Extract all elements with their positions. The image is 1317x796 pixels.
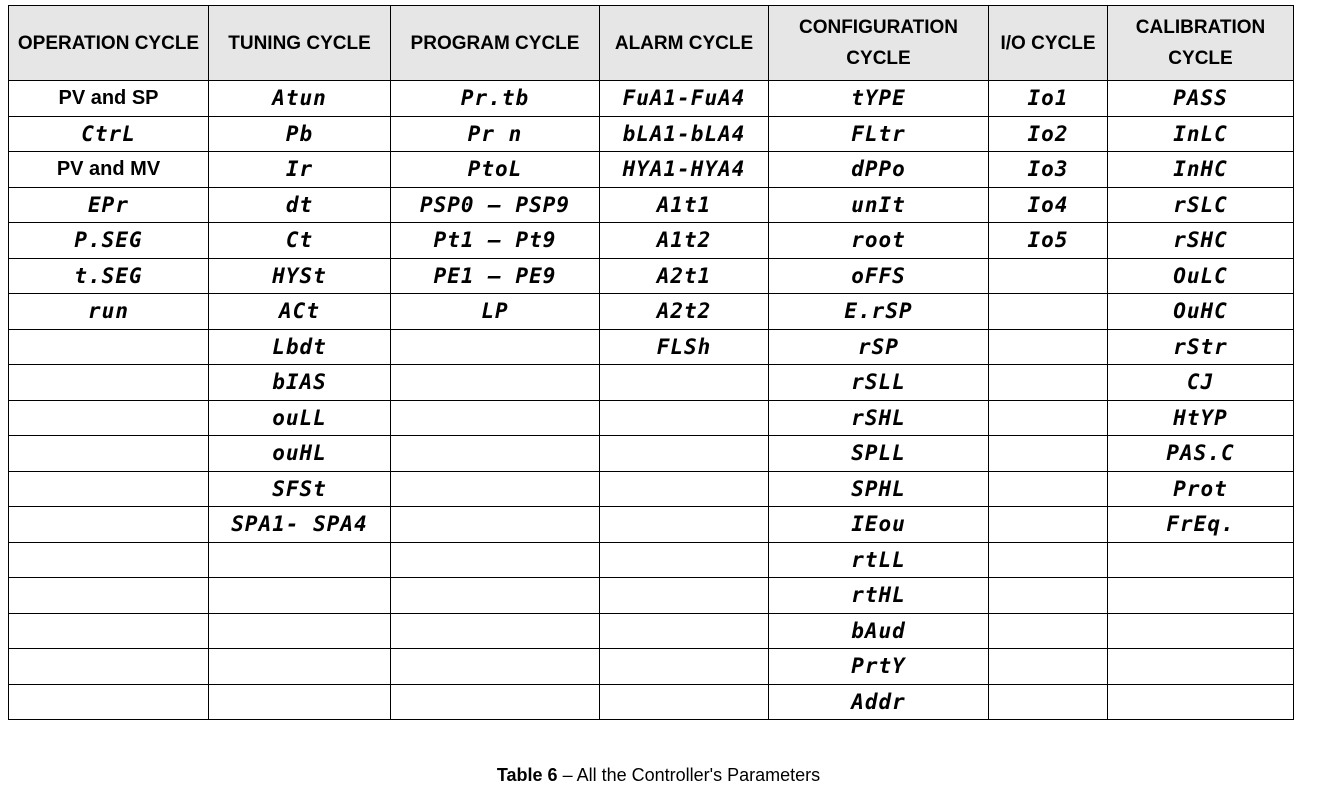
table-cell (9, 542, 209, 578)
table-row (9, 152, 1294, 188)
table-cell: EPr (9, 187, 209, 223)
table-row (9, 365, 1294, 401)
table-cell (209, 578, 391, 614)
table-cell: root (769, 223, 989, 259)
table-cell: SPLL (769, 436, 989, 472)
table-cell: rtHL (769, 578, 989, 614)
table-cell: ACt (209, 294, 391, 330)
table-cell: rSLC (1108, 187, 1294, 223)
table-cell: Prot (1108, 471, 1294, 507)
table-row (9, 578, 1294, 614)
table-cell (989, 436, 1108, 472)
table-caption (0, 765, 1317, 786)
table-cell (209, 649, 391, 685)
table-cell: tYPE (769, 81, 989, 117)
column-header: I/O CYCLE (989, 6, 1108, 81)
table-cell (989, 329, 1108, 365)
table-cell: E.rSP (769, 294, 989, 330)
table-cell (209, 613, 391, 649)
table-cell: FrEq. (1108, 507, 1294, 543)
table-cell (9, 649, 209, 685)
table-cell (600, 649, 769, 685)
table-row (9, 471, 1294, 507)
column-header: OPERATION CYCLE (9, 6, 209, 81)
table-row (9, 187, 1294, 223)
table-row (9, 81, 1294, 117)
table-cell: SFSt (209, 471, 391, 507)
table-cell: run (9, 294, 209, 330)
table-cell (391, 436, 600, 472)
table-cell: rSHC (1108, 223, 1294, 259)
table-cell: oFFS (769, 258, 989, 294)
table-cell (600, 613, 769, 649)
table-row (9, 329, 1294, 365)
table-cell (9, 400, 209, 436)
table-cell: rSLL (769, 365, 989, 401)
parameters-table (8, 5, 1294, 720)
table-cell (600, 578, 769, 614)
table-cell (391, 329, 600, 365)
table-cell: Lbdt (209, 329, 391, 365)
table-cell (600, 365, 769, 401)
table-row (9, 223, 1294, 259)
table-cell (989, 649, 1108, 685)
table-row (9, 116, 1294, 152)
table-cell (9, 436, 209, 472)
table-cell: Io4 (989, 187, 1108, 223)
table-cell: Ir (209, 152, 391, 188)
table-cell: SPHL (769, 471, 989, 507)
table-row (9, 400, 1294, 436)
table-cell: HYSt (209, 258, 391, 294)
table-cell (391, 578, 600, 614)
table-cell (989, 613, 1108, 649)
table-cell: HtYP (1108, 400, 1294, 436)
table-row (9, 684, 1294, 720)
table-cell: A1t1 (600, 187, 769, 223)
table-cell: SPA1- SPA4 (209, 507, 391, 543)
table-cell: CJ (1108, 365, 1294, 401)
table-cell: PASS (1108, 81, 1294, 117)
table-cell: FLSh (600, 329, 769, 365)
table-cell: IEou (769, 507, 989, 543)
table-cell: A2t2 (600, 294, 769, 330)
table-cell (1108, 684, 1294, 720)
caption-text: – All the Controller's Parameters (557, 765, 821, 785)
table-cell: Pt1 – Pt9 (391, 223, 600, 259)
table-cell (209, 542, 391, 578)
table-cell: rStr (1108, 329, 1294, 365)
table-cell (9, 471, 209, 507)
table-cell (989, 578, 1108, 614)
table-cell: Addr (769, 684, 989, 720)
table-cell (989, 365, 1108, 401)
table-cell: CtrL (9, 116, 209, 152)
table-cell (600, 436, 769, 472)
table-row (9, 613, 1294, 649)
table-cell (1108, 649, 1294, 685)
table-cell: dPPo (769, 152, 989, 188)
table-cell: FLtr (769, 116, 989, 152)
table-row (9, 294, 1294, 330)
table-cell: rtLL (769, 542, 989, 578)
table-cell (600, 542, 769, 578)
column-header: TUNING CYCLE (209, 6, 391, 81)
table-cell (989, 507, 1108, 543)
table-cell: A2t1 (600, 258, 769, 294)
table-cell (391, 471, 600, 507)
table-cell (391, 400, 600, 436)
table-cell: Io5 (989, 223, 1108, 259)
table-cell: unIt (769, 187, 989, 223)
table-cell (9, 684, 209, 720)
table-cell: bAud (769, 613, 989, 649)
table-cell: rSHL (769, 400, 989, 436)
table-cell (1108, 542, 1294, 578)
table-cell: PAS.C (1108, 436, 1294, 472)
table-cell: PSP0 – PSP9 (391, 187, 600, 223)
table-cell (600, 471, 769, 507)
column-header: PROGRAM CYCLE (391, 6, 600, 81)
column-header: ALARM CYCLE (600, 6, 769, 81)
table-cell: InHC (1108, 152, 1294, 188)
table-cell: Pr n (391, 116, 600, 152)
table-cell (600, 684, 769, 720)
table-cell: Atun (209, 81, 391, 117)
table-cell (391, 613, 600, 649)
table-cell: Pb (209, 116, 391, 152)
table-row (9, 649, 1294, 685)
table-cell (391, 542, 600, 578)
table-cell (209, 684, 391, 720)
table-cell (989, 294, 1108, 330)
table-cell (989, 684, 1108, 720)
table-cell: dt (209, 187, 391, 223)
table-cell: bIAS (209, 365, 391, 401)
table-cell (9, 613, 209, 649)
table-cell (989, 258, 1108, 294)
table-cell: OuLC (1108, 258, 1294, 294)
table-row (9, 258, 1294, 294)
column-header: CONFIGURATION CYCLE (769, 6, 989, 81)
table-cell (9, 578, 209, 614)
table-cell (989, 400, 1108, 436)
table-cell: Ct (209, 223, 391, 259)
table-cell: HYA1-HYA4 (600, 152, 769, 188)
table-cell: ouLL (209, 400, 391, 436)
table-cell (391, 507, 600, 543)
table-cell: Io3 (989, 152, 1108, 188)
table-cell: t.SEG (9, 258, 209, 294)
table-cell (989, 542, 1108, 578)
table-cell (1108, 578, 1294, 614)
table-cell: Io2 (989, 116, 1108, 152)
table-cell (391, 365, 600, 401)
table-row (9, 542, 1294, 578)
table-cell: InLC (1108, 116, 1294, 152)
caption-label: Table 6 (496, 765, 558, 785)
table-cell: FuA1-FuA4 (600, 81, 769, 117)
table-cell (9, 365, 209, 401)
table-cell (9, 329, 209, 365)
table-cell: Pr.tb (391, 81, 600, 117)
table-cell: PtoL (391, 152, 600, 188)
table-cell: ouHL (209, 436, 391, 472)
column-header: CALIBRATION CYCLE (1108, 6, 1294, 81)
table-cell: bLA1-bLA4 (600, 116, 769, 152)
table-cell: LP (391, 294, 600, 330)
table-cell: OuHC (1108, 294, 1294, 330)
table-cell (600, 400, 769, 436)
header-row (9, 6, 1294, 81)
table-body (9, 81, 1294, 720)
table-row (9, 436, 1294, 472)
table-cell: Io1 (989, 81, 1108, 117)
table-row (9, 507, 1294, 543)
table-cell: PV and MV (9, 152, 209, 188)
table-cell: A1t2 (600, 223, 769, 259)
table-cell (391, 649, 600, 685)
table-cell: P.SEG (9, 223, 209, 259)
table-cell (989, 471, 1108, 507)
table-cell: PV and SP (9, 81, 209, 117)
table-cell: rSP (769, 329, 989, 365)
table-cell (391, 684, 600, 720)
table-cell (600, 507, 769, 543)
table-cell (9, 507, 209, 543)
table-cell: PE1 – PE9 (391, 258, 600, 294)
table-cell: PrtY (769, 649, 989, 685)
table-cell (1108, 613, 1294, 649)
